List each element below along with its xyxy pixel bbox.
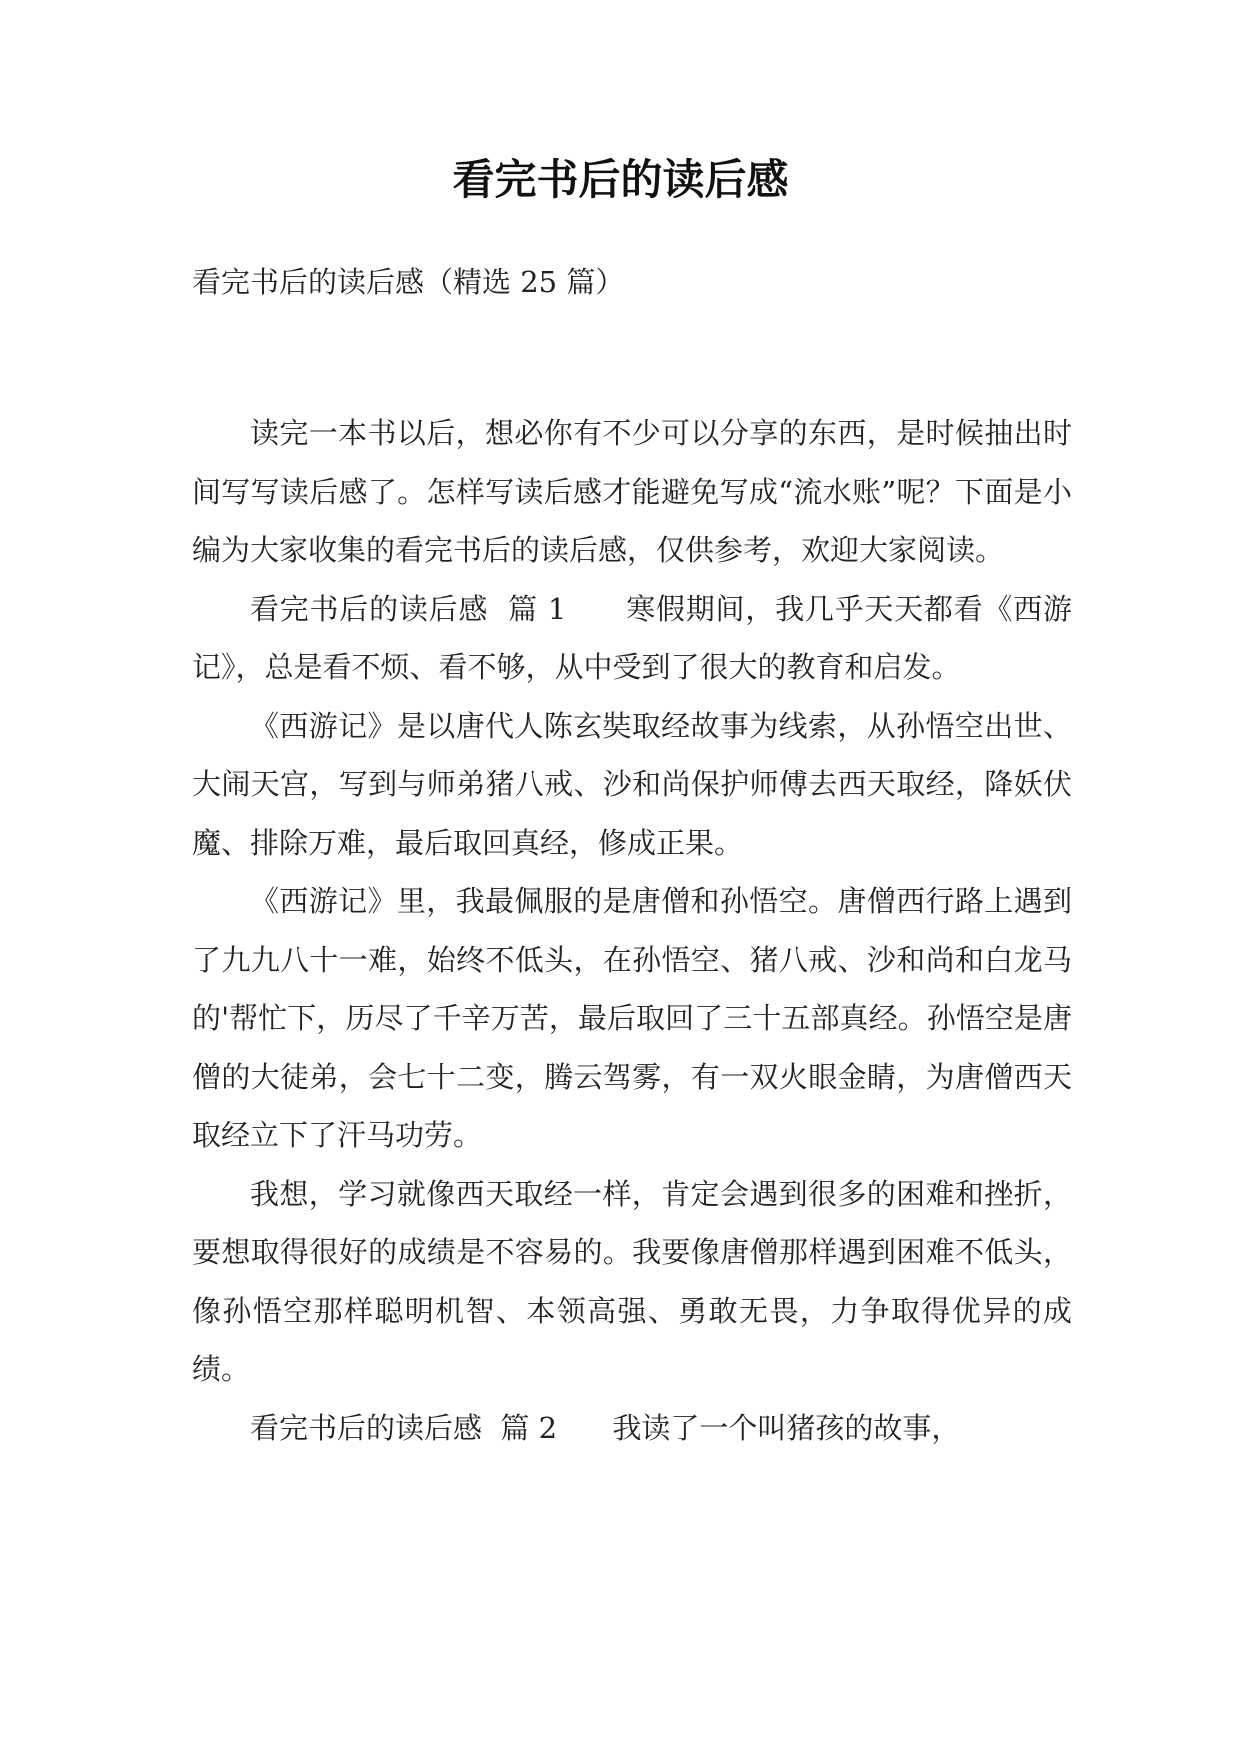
paragraph-text: 《西游记》是以唐代人陈玄奘取经故事为线索，从孙悟空出世、大闹天宫，写到与师弟猪八戒、沙和尚保护师傅去西天取经，降妖伏魔、排除万难，最后取回真经，修成正果。 (192, 708, 1072, 860)
body-paragraph (192, 872, 1072, 1165)
paragraph-text: 《西游记》里，我最佩服的是唐僧和孙悟空。唐僧西行路上遇到了九九八十一难，始终不低头，在孙悟空、猪八戒、沙和尚和白龙马的'帮忙下，历尽了千辛万苦，最后取回了三十五部真经。孙悟空是唐僧的大徒弟，会七十二变，腾云驾雾，有一双火眼金睛，为唐僧西天取经立下了汗马功劳。 (192, 884, 1072, 1152)
section-2-text: 我读了一个叫猪孩的故事， (612, 1410, 961, 1445)
intro-text: 读完一本书以后，想必你有不少可以分享的东西，是时候抽出时间写写读后感了。怎样写读后感才能避免写成“流水账”呢？下面是小编为大家收集的看完书后的读后感，仅供参考，欢迎大家阅读。 (192, 416, 1072, 567)
section-1-paragraph (192, 580, 1072, 697)
paragraph-text: 我想，学习就像西天取经一样，肯定会遇到很多的困难和挫折，要想取得很好的成绩是不容易的。我要像唐僧那样遇到困难不低头，像孙悟空那样聪明机智、本领高强、勇敢无畏，力争取得优异的成绩。 (192, 1176, 1072, 1386)
document-body (192, 404, 1072, 1457)
intro-paragraph (192, 404, 1072, 580)
section-2-paragraph (192, 1399, 1072, 1458)
document-subtitle: 看完书后的读后感（精选 25 篇） (192, 265, 625, 299)
body-paragraph (192, 697, 1072, 873)
section-heading: 看完书后的读后感 篇 2 (250, 1410, 558, 1445)
page-title: 看完书后的读后感 (452, 155, 789, 204)
section-heading: 看完书后的读后感 篇 1 (250, 591, 567, 626)
body-paragraph (192, 1165, 1072, 1399)
section-1-text: 寒假期间，我几乎天天都看《西游记》，总是看不烦、看不够，从中受到了很大的教育和启发。 (192, 591, 1072, 684)
